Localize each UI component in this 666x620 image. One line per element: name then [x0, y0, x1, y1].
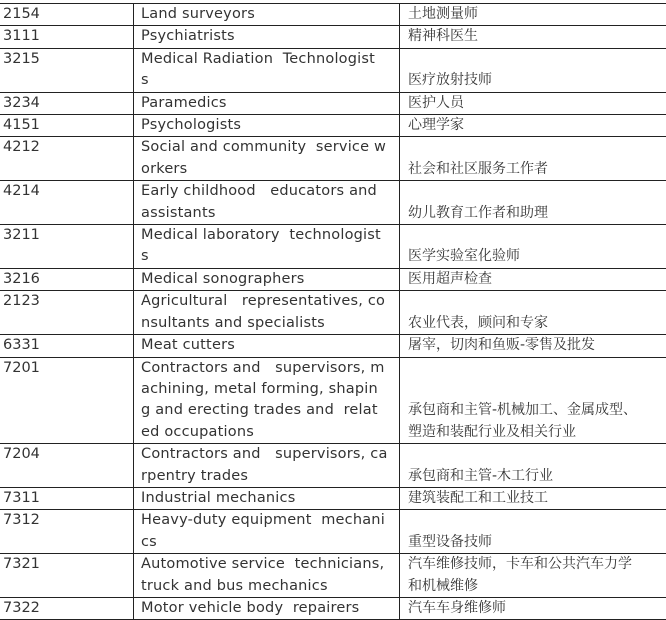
chinese-title-cell	[400, 510, 666, 553]
chinese-title-line: 医学实验室化验师	[408, 248, 520, 265]
chinese-title-cell	[400, 598, 666, 619]
english-title-cell	[134, 225, 400, 268]
english-title-line: Heavy-duty equipment mechani	[141, 512, 385, 529]
english-title-cell	[134, 488, 400, 509]
chinese-title-cell	[400, 444, 666, 487]
chinese-title-line: 土地测量师	[408, 6, 478, 22]
chinese-title-line: 屠宰，切肉和鱼贩-零售及批发	[408, 337, 596, 354]
english-title-line: Meat cutters	[141, 337, 235, 354]
english-title-line: Medical sonographers	[141, 270, 305, 287]
table-row	[0, 335, 666, 357]
english-title-cell	[134, 269, 400, 290]
english-title-line: s	[141, 248, 149, 265]
english-title-cell	[134, 115, 400, 136]
chinese-title-cell	[400, 335, 666, 356]
chinese-title-cell	[400, 269, 666, 290]
table-row	[0, 26, 666, 48]
chinese-title-cell	[400, 137, 666, 180]
english-title-line: achining, metal forming, shapin	[141, 380, 378, 397]
table-row	[0, 49, 666, 93]
english-title-line: Agricultural representatives, co	[141, 293, 386, 310]
table-row	[0, 137, 666, 181]
english-title-line: Early childhood educators and	[141, 183, 377, 200]
noc-code-cell: 2154	[0, 4, 134, 25]
chinese-title-line: 农业代表，顾问和专家	[408, 314, 548, 331]
english-title-line: Industrial mechanics	[141, 489, 296, 506]
noc-code-cell: 2123	[0, 291, 134, 334]
noc-code-cell: 3215	[0, 49, 134, 92]
table-row	[0, 269, 666, 291]
chinese-title-cell	[400, 49, 666, 92]
chinese-title-line: 塑造和装配行业及相关行业	[408, 423, 576, 440]
english-title-line: Medical Radiation Technologist	[141, 50, 376, 67]
english-title-line: g and erecting trades and relat	[141, 402, 378, 419]
english-title-line: nsultants and specialists	[141, 314, 325, 331]
table-row	[0, 358, 666, 445]
english-title-line: Motor vehicle body repairers	[141, 599, 360, 616]
table-row	[0, 225, 666, 269]
noc-code-cell: 3234	[0, 93, 134, 114]
chinese-title-cell	[400, 554, 666, 597]
english-title-cell	[134, 554, 400, 597]
noc-code-cell: 3211	[0, 225, 134, 268]
english-title-cell	[134, 181, 400, 224]
noc-code-cell: 7322	[0, 598, 134, 619]
table-row	[0, 554, 666, 598]
chinese-title-cell	[400, 26, 666, 47]
english-title-line: truck and bus mechanics	[141, 577, 328, 594]
english-title-line: cs	[141, 533, 157, 550]
chinese-title-line: 承包商和主管-机械加工、金属成型、	[408, 402, 638, 419]
english-title-cell	[134, 137, 400, 180]
english-title-cell	[134, 26, 400, 47]
chinese-title-cell	[400, 488, 666, 509]
table-row	[0, 115, 666, 137]
noc-code-cell: 3111	[0, 26, 134, 47]
english-title-line: Contractors and supervisors, ca	[141, 446, 388, 463]
noc-code-cell: 7311	[0, 488, 134, 509]
chinese-title-line: 医护人员	[408, 94, 464, 111]
noc-code-cell: 6331	[0, 335, 134, 356]
table-row	[0, 93, 666, 115]
table-row	[0, 291, 666, 335]
english-title-line: Psychologists	[141, 117, 242, 134]
english-title-line: Land surveyors	[141, 6, 255, 22]
chinese-title-line: 汽车维修技师，卡车和公共汽车力学	[408, 556, 632, 573]
english-title-cell	[134, 4, 400, 25]
chinese-title-cell	[400, 181, 666, 224]
table-row	[0, 444, 666, 488]
noc-code-cell: 7204	[0, 444, 134, 487]
chinese-title-line: 医疗放射技师	[408, 72, 492, 89]
english-title-line: Psychiatrists	[141, 28, 235, 45]
chinese-title-line: 重型设备技师	[408, 533, 492, 550]
english-title-cell	[134, 49, 400, 92]
chinese-title-cell	[400, 358, 666, 444]
english-title-cell	[134, 291, 400, 334]
table-row	[0, 488, 666, 510]
english-title-cell	[134, 358, 400, 444]
noc-code-cell: 7312	[0, 510, 134, 553]
english-title-cell	[134, 93, 400, 114]
chinese-title-line: 承包商和主管-木工行业	[408, 467, 554, 484]
chinese-title-line: 建筑装配工和工业技工	[408, 489, 548, 506]
chinese-title-cell	[400, 115, 666, 136]
chinese-title-cell	[400, 4, 666, 25]
noc-code-cell: 7321	[0, 554, 134, 597]
occupation-table	[0, 3, 666, 620]
noc-code-cell: 7201	[0, 358, 134, 444]
table-row	[0, 598, 666, 620]
noc-code-cell: 4151	[0, 115, 134, 136]
noc-code-cell: 3216	[0, 269, 134, 290]
chinese-title-line: 心理学家	[408, 117, 464, 134]
chinese-title-line: 精神科医生	[408, 28, 478, 45]
english-title-line: Automotive service technicians,	[141, 556, 385, 573]
english-title-line: Contractors and supervisors, m	[141, 359, 385, 376]
table-row	[0, 4, 666, 26]
table-row	[0, 510, 666, 554]
english-title-cell	[134, 598, 400, 619]
english-title-line: s	[141, 72, 149, 89]
english-title-line: Medical laboratory technologist	[141, 227, 381, 244]
chinese-title-line: 和机械维修	[408, 577, 478, 594]
chinese-title-line: 汽车车身维修师	[408, 599, 506, 616]
english-title-cell	[134, 335, 400, 356]
chinese-title-cell	[400, 291, 666, 334]
english-title-line: Paramedics	[141, 94, 227, 111]
chinese-title-line: 社会和社区服务工作者	[408, 160, 548, 177]
english-title-line: orkers	[141, 160, 188, 177]
english-title-cell	[134, 444, 400, 487]
chinese-title-cell	[400, 225, 666, 268]
chinese-title-cell	[400, 93, 666, 114]
english-title-line: rpentry trades	[141, 467, 249, 484]
english-title-line: ed occupations	[141, 423, 254, 440]
chinese-title-line: 医用超声检查	[408, 270, 492, 287]
table-row	[0, 181, 666, 225]
english-title-line: Social and community service w	[141, 139, 387, 156]
english-title-cell	[134, 510, 400, 553]
english-title-line: assistants	[141, 204, 216, 221]
noc-code-cell: 4214	[0, 181, 134, 224]
noc-code-cell: 4212	[0, 137, 134, 180]
chinese-title-line: 幼儿教育工作者和助理	[408, 204, 548, 221]
